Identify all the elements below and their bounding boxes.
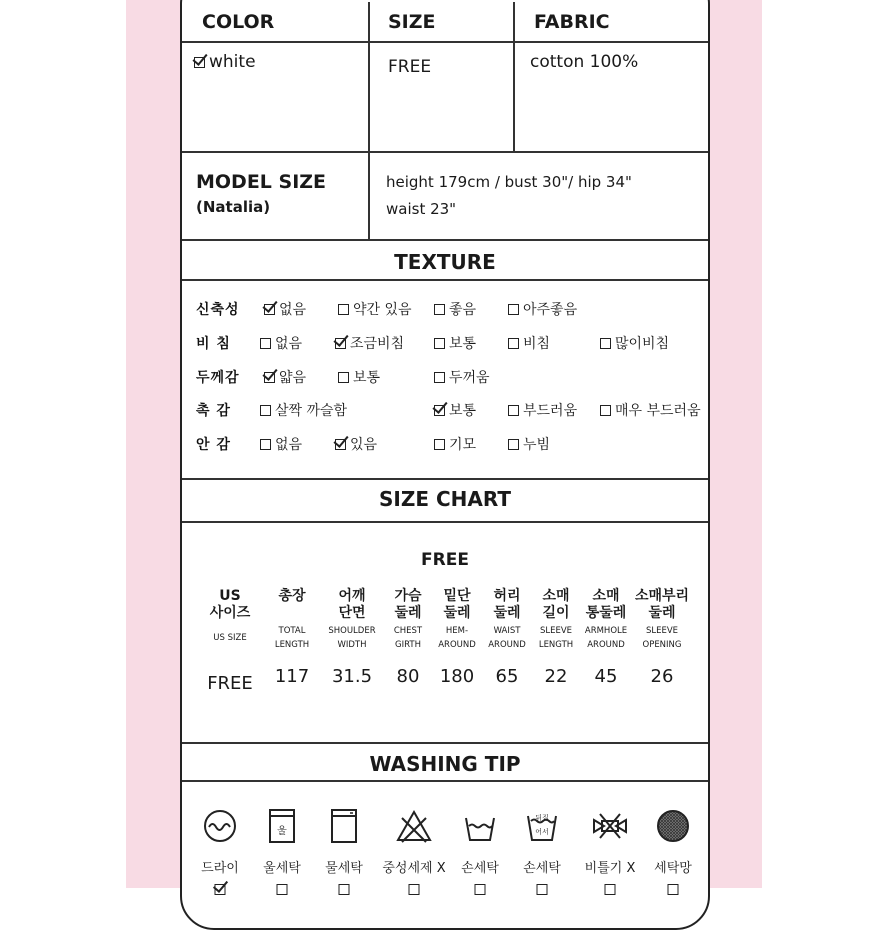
column-korean-header: 소매 길이 <box>542 588 570 621</box>
texture-option <box>264 367 306 387</box>
washing-tip-label: 물세탁 <box>325 861 363 876</box>
texture-option-label: 살짝 까슬함 <box>275 403 348 419</box>
inside-out-wash-icon <box>522 806 562 846</box>
column-value: 31.5 <box>331 666 373 687</box>
divider <box>368 152 370 240</box>
texture-option-label: 매우 부드러움 <box>615 403 701 419</box>
checkbox <box>260 439 271 450</box>
no-wring-icon <box>590 806 630 846</box>
texture-row-label: 신축성 <box>196 302 240 318</box>
washing-tip-label: 세탁망 <box>654 861 692 876</box>
texture-option-label: 조금비침 <box>350 336 405 352</box>
divider <box>182 41 708 43</box>
checked-checkbox <box>264 372 275 383</box>
column-korean-header: 허리 둘레 <box>493 588 521 621</box>
texture-row-label: 두께감 <box>196 370 240 386</box>
size-chart-title: SIZE CHART <box>378 487 511 511</box>
checked-checkbox <box>335 338 346 349</box>
checkbox <box>508 338 519 349</box>
texture-row-label: 비 침 <box>196 336 231 352</box>
column-english-header: WAIST AROUND <box>488 626 526 650</box>
column-korean-header: 밑단 둘레 <box>443 588 471 621</box>
divider <box>182 521 708 523</box>
checkbox <box>508 439 519 450</box>
checkbox <box>260 338 271 349</box>
model-waist: waist 23" <box>386 200 457 218</box>
divider <box>182 780 708 782</box>
checkbox <box>434 338 445 349</box>
texture-option-label: 보통 <box>449 403 477 419</box>
size-header: SIZE <box>388 11 436 33</box>
size-chart-column <box>577 588 635 687</box>
hand-wash-icon <box>460 806 500 846</box>
model-measurements: height 179cm / bust 30"/ hip 34" <box>386 173 632 191</box>
column-english-header: SLEEVE OPENING <box>642 626 682 650</box>
checked-checkbox <box>264 304 275 315</box>
texture-option <box>264 299 306 319</box>
washing-tip-label: 비틀기 X <box>584 861 636 876</box>
texture-option <box>434 400 476 420</box>
texture-option <box>600 333 669 353</box>
divider <box>182 742 708 744</box>
fabric-header: FABRIC <box>534 11 610 33</box>
texture-option-label: 있음 <box>350 437 378 453</box>
texture-option-label: 얇음 <box>279 370 307 386</box>
checked-checkbox <box>434 405 445 416</box>
size-chart-column <box>633 588 691 687</box>
checkbox <box>260 405 271 416</box>
column-korean-header: 소매 통둘레 <box>585 588 627 621</box>
wool-wash-icon <box>262 806 302 846</box>
column-english-header: TOTAL LENGTH <box>274 626 310 650</box>
checkbox <box>475 884 486 895</box>
texture-option-label: 없음 <box>279 302 307 318</box>
column-korean-header: 총장 <box>278 588 306 604</box>
washing-tip-label: 울세탁 <box>263 861 301 876</box>
checkbox <box>600 338 611 349</box>
checkbox <box>434 304 445 315</box>
column-english-header: ARMHOLE AROUND <box>584 626 628 650</box>
column-value: 22 <box>544 666 568 687</box>
divider <box>368 2 370 152</box>
column-korean-header: US 사이즈 <box>209 588 251 621</box>
column-korean-header: 가슴 둘레 <box>394 588 422 621</box>
column-korean-header: 어깨 단면 <box>338 588 366 621</box>
texture-option-label: 기모 <box>449 437 477 453</box>
texture-option-label: 두꺼움 <box>449 370 490 386</box>
washing-tip-label: 드라이 <box>201 861 239 876</box>
texture-option <box>508 400 577 420</box>
checkbox <box>338 304 349 315</box>
checkbox <box>668 884 679 895</box>
product-info-card <box>180 0 710 930</box>
column-value: 117 <box>274 666 310 687</box>
checked-checkbox <box>215 884 226 895</box>
texture-title: TEXTURE <box>394 250 496 274</box>
water-wash-icon <box>324 806 364 846</box>
column-value: 65 <box>495 666 519 687</box>
texture-option-label: 누빔 <box>523 437 551 453</box>
size-value: FREE <box>388 57 432 77</box>
texture-option-label: 약간 있음 <box>353 302 412 318</box>
size-chart-column <box>263 588 321 687</box>
svg-text:뒤집: 뒤집 <box>535 814 549 822</box>
column-english-header: US SIZE <box>213 633 247 643</box>
texture-option <box>338 299 412 319</box>
texture-option <box>434 333 476 353</box>
texture-option <box>508 434 550 454</box>
svg-text:울: 울 <box>277 826 287 837</box>
texture-option <box>508 333 550 353</box>
texture-option-label: 없음 <box>275 437 303 453</box>
washing-tip-label: 손세탁 <box>523 861 561 876</box>
washing-tip-label: 손세탁 <box>461 861 499 876</box>
column-value: FREE <box>207 673 253 694</box>
texture-option <box>434 434 476 454</box>
divider <box>182 151 708 153</box>
checkbox <box>339 884 350 895</box>
texture-option <box>600 400 701 420</box>
texture-option <box>508 299 577 319</box>
divider <box>513 2 515 152</box>
checkbox <box>194 57 205 68</box>
divider <box>182 478 708 480</box>
svg-text:어서: 어서 <box>535 828 549 836</box>
texture-option-label: 보통 <box>449 336 477 352</box>
texture-option <box>260 333 302 353</box>
column-english-header: SHOULDER WIDTH <box>328 626 376 650</box>
texture-option-label: 아주좋음 <box>523 302 578 318</box>
checkbox <box>409 884 420 895</box>
washing-tip-label: 중성세제 X <box>382 861 446 876</box>
checked-checkbox <box>335 439 346 450</box>
texture-option <box>335 333 404 353</box>
texture-option-label: 없음 <box>275 336 303 352</box>
model-size-label: MODEL SIZE <box>196 171 327 193</box>
column-value: 45 <box>594 666 618 687</box>
column-english-header: HEM- AROUND <box>438 626 476 650</box>
texture-option-label: 많이비침 <box>615 336 670 352</box>
column-value: 180 <box>439 666 475 687</box>
texture-option <box>434 367 490 387</box>
checkbox <box>605 884 616 895</box>
texture-option-label: 비침 <box>523 336 551 352</box>
column-korean-header: 소매부리 둘레 <box>634 588 690 621</box>
texture-row-label: 안 감 <box>196 437 231 453</box>
checkbox <box>508 304 519 315</box>
color-header: COLOR <box>202 11 275 33</box>
washing-tip-title: WASHING TIP <box>369 752 521 776</box>
divider <box>182 239 708 241</box>
size-chart-column <box>323 588 381 687</box>
texture-option <box>335 434 377 454</box>
size-name: FREE <box>421 550 469 570</box>
texture-row-label: 촉 감 <box>196 403 231 419</box>
column-value: 80 <box>396 666 420 687</box>
dry-clean-icon <box>200 806 240 846</box>
divider <box>182 279 708 281</box>
column-value: 26 <box>650 666 674 687</box>
texture-option-label: 부드러움 <box>523 403 578 419</box>
checkbox <box>508 405 519 416</box>
texture-option <box>260 434 302 454</box>
size-chart-column <box>201 588 259 694</box>
fabric-value: cotton 100% <box>530 52 639 72</box>
texture-option-label: 좋음 <box>449 302 477 318</box>
column-english-header: SLEEVE LENGTH <box>538 626 574 650</box>
laundry-net-icon <box>653 806 693 846</box>
texture-option <box>260 400 347 420</box>
checkbox <box>434 439 445 450</box>
checkbox <box>600 405 611 416</box>
texture-option <box>338 367 380 387</box>
checkbox <box>537 884 548 895</box>
model-name: (Natalia) <box>196 198 271 216</box>
texture-option-label: 보통 <box>353 370 381 386</box>
no-bleach-icon <box>394 806 434 846</box>
checkbox <box>434 372 445 383</box>
column-english-header: CHEST GIRTH <box>393 626 423 650</box>
texture-option <box>434 299 476 319</box>
color-value: white <box>194 52 256 72</box>
checkbox <box>277 884 288 895</box>
checkbox <box>338 372 349 383</box>
